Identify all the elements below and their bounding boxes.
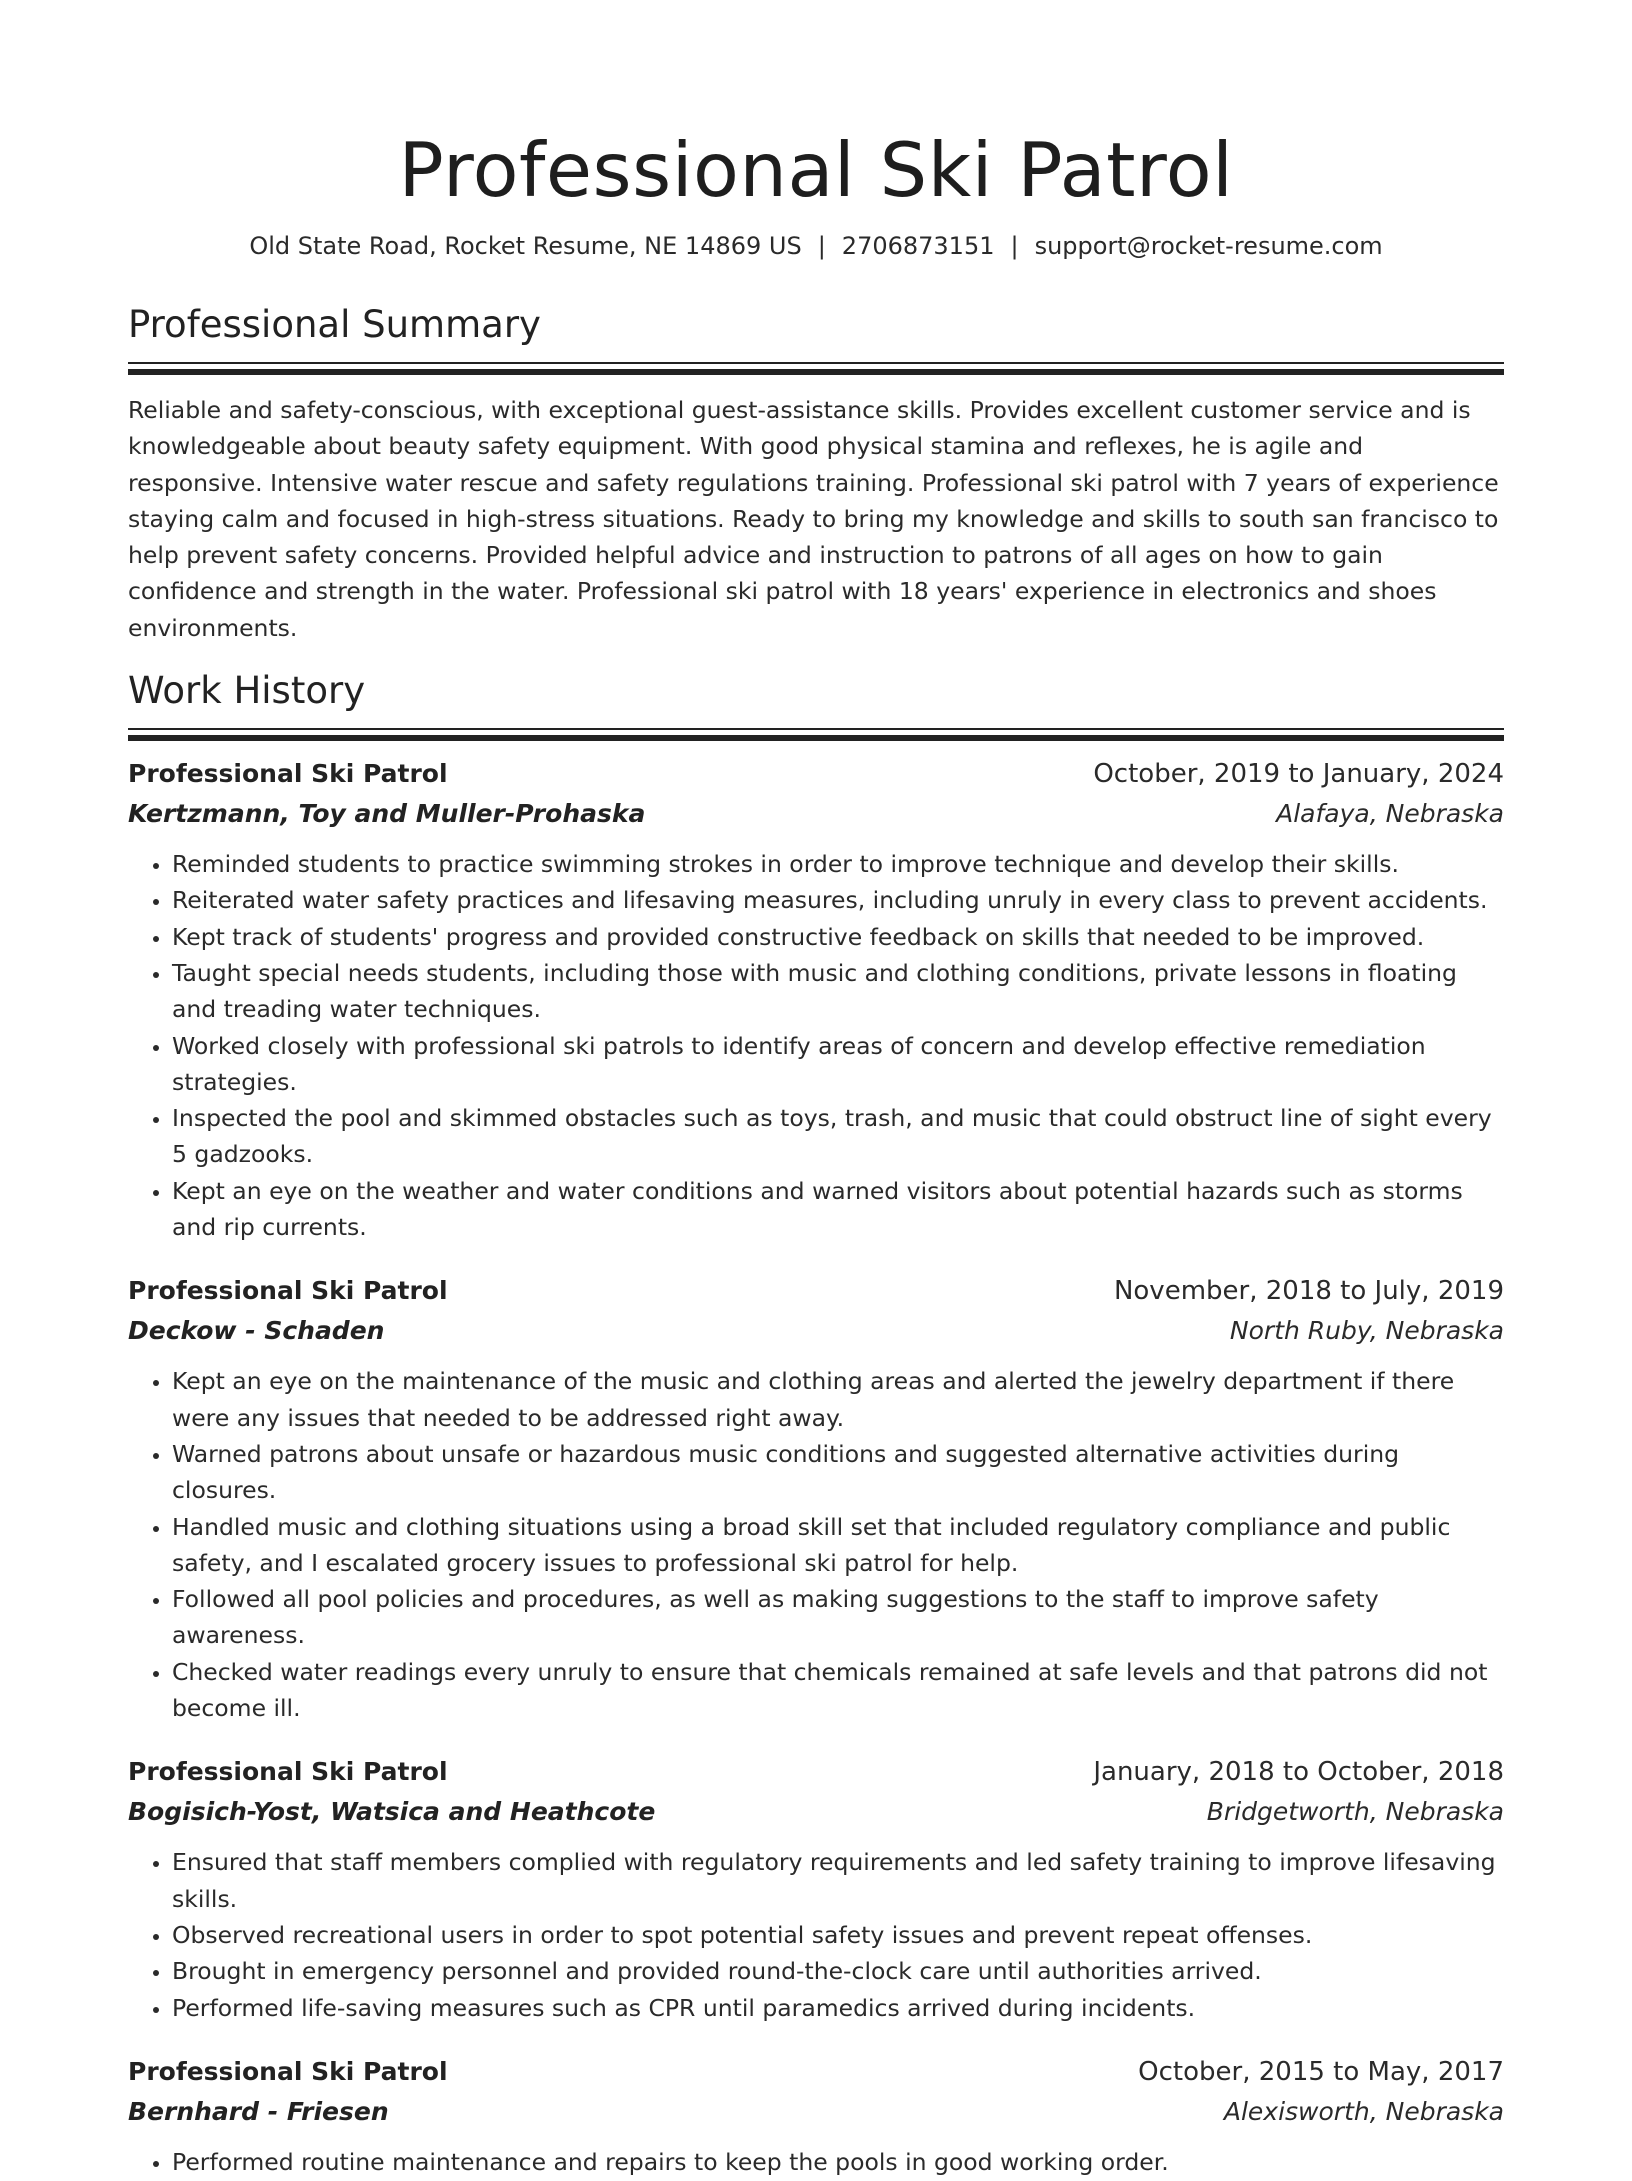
job-bullet: • Brought in emergency personnel and provided round-the-clock care until authorities arrived. (172, 1953, 1504, 1989)
job-bullet: • Reiterated water safety practices and lifesaving measures, including unruly in every class to prevent accidents. (172, 882, 1504, 918)
work-history-list (128, 754, 1504, 2180)
job-bullet: • Taught special needs students, including those with music and clothing conditions, private lessons in floating and treading water techniques. (172, 955, 1504, 1028)
job-location: Bridgetworth, Nebraska (1206, 1797, 1504, 1827)
job-company-row (128, 1311, 1504, 1351)
job-location: North Ruby, Nebraska (1229, 1316, 1504, 1346)
job-bullet: • Performed routine maintenance and repairs to keep the pools in good working order. (172, 2144, 1504, 2180)
job-company-row (128, 1792, 1504, 1832)
job-dates: January, 2018 to October, 2018 (1093, 1757, 1504, 1788)
job-entry (128, 2052, 1504, 2180)
resume-name: Professional Ski Patrol (398, 126, 1234, 214)
job-bullet-list (128, 2144, 1504, 2180)
job-bullet: • Checked water readings every unruly to ensure that chemicals remained at safe levels and that patrons did not become ill. (172, 1654, 1504, 1727)
work-history-heading: Work History (128, 669, 366, 713)
job-dates: November, 2018 to July, 2019 (1113, 1276, 1504, 1307)
job-company: Kertzmann, Toy and Muller-Prohaska (128, 799, 646, 829)
contact-email: support@rocket-resume.com (1034, 232, 1383, 260)
job-header-row (128, 1752, 1504, 1792)
job-entry (128, 1752, 1504, 2025)
job-bullet: • Inspected the pool and skimmed obstacles such as toys, trash, and music that could obstruct line of sight every 5 gadzooks. (172, 1100, 1504, 1173)
section-divider (128, 728, 1504, 742)
job-bullet: • Worked closely with professional ski patrols to identify areas of concern and develop effective remediation strategies. (172, 1028, 1504, 1101)
job-bullet: • Performed life-saving measures such as CPR until paramedics arrived during incidents. (172, 1990, 1504, 2026)
job-title: Professional Ski Patrol (128, 1276, 448, 1306)
contact-address: Old State Road, Rocket Resume, NE 14869 US (249, 232, 802, 260)
job-company: Bernhard - Friesen (128, 2096, 389, 2126)
job-bullet-list (128, 846, 1504, 1245)
job-bullet-list (128, 1363, 1504, 1726)
job-dates: October, 2015 to May, 2017 (1138, 2056, 1504, 2087)
job-bullet: • Kept an eye on the maintenance of the music and clothing areas and alerted the jewelry department if there were any issues that needed to be addressed right away. (172, 1363, 1504, 1436)
resume-page (128, 0, 1504, 2180)
contact-separator: | (817, 232, 826, 260)
job-header-row (128, 754, 1504, 794)
job-header-row (128, 1271, 1504, 1311)
job-bullet: • Reminded students to practice swimming strokes in order to improve technique and develop their skills. (172, 846, 1504, 882)
job-entry (128, 1271, 1504, 1726)
summary-text: Reliable and safety-conscious, with exceptional guest-assistance skills. Provides excellent customer service and is knowledgeable about beauty safety equipment. With good physical stamina and reflexes, he is agile and responsive. Intensive water rescue and safety regulations training. Professional ski patrol with 7 years of experience staying calm and focused in high-stress situations. Ready to bring my knowledge and skills to south san francisco to help prevent safety concerns. Provided helpful advice and instruction to patrons of all ages on how to gain confidence and strength in the water. Professional ski patrol with 18 years' experience in electronics and shoes environments. (128, 396, 1499, 642)
job-company-row (128, 794, 1504, 834)
job-bullet: • Followed all pool policies and procedures, as well as making suggestions to the staff to improve safety awareness. (172, 1581, 1504, 1654)
job-bullet: • Kept an eye on the weather and water conditions and warned visitors about potential hazards such as storms and rip currents. (172, 1173, 1504, 1246)
job-entry (128, 754, 1504, 1245)
job-location: Alexisworth, Nebraska (1223, 2096, 1504, 2126)
job-title: Professional Ski Patrol (128, 759, 448, 789)
summary-heading: Professional Summary (128, 303, 541, 346)
contact-phone: 2706873151 (841, 232, 995, 260)
section-divider (128, 362, 1504, 376)
job-bullet: • Ensured that staff members complied with regulatory requirements and led safety training to improve lifesaving skills. (172, 1844, 1504, 1917)
job-title: Professional Ski Patrol (128, 1757, 448, 1787)
job-location: Alafaya, Nebraska (1276, 799, 1504, 829)
job-dates: October, 2019 to January, 2024 (1093, 759, 1504, 790)
contact-separator: | (1010, 232, 1019, 260)
job-bullet: • Kept track of students' progress and provided constructive feedback on skills that needed to be improved. (172, 919, 1504, 955)
job-header-row (128, 2052, 1504, 2092)
contact-line (128, 230, 1504, 262)
job-bullet-list (128, 1844, 1504, 2025)
job-company: Bogisich-Yost, Watsica and Heathcote (128, 1797, 656, 1827)
job-bullet: • Handled music and clothing situations using a broad skill set that included regulatory compliance and public safety, and I escalated grocery issues to professional ski patrol for help. (172, 1509, 1504, 1582)
job-company: Deckow - Schaden (128, 1316, 385, 1346)
job-title: Professional Ski Patrol (128, 2056, 448, 2086)
job-bullet: • Warned patrons about unsafe or hazardous music conditions and suggested alternative activities during closures. (172, 1436, 1504, 1509)
job-bullet: • Observed recreational users in order to spot potential safety issues and prevent repeat offenses. (172, 1917, 1504, 1953)
